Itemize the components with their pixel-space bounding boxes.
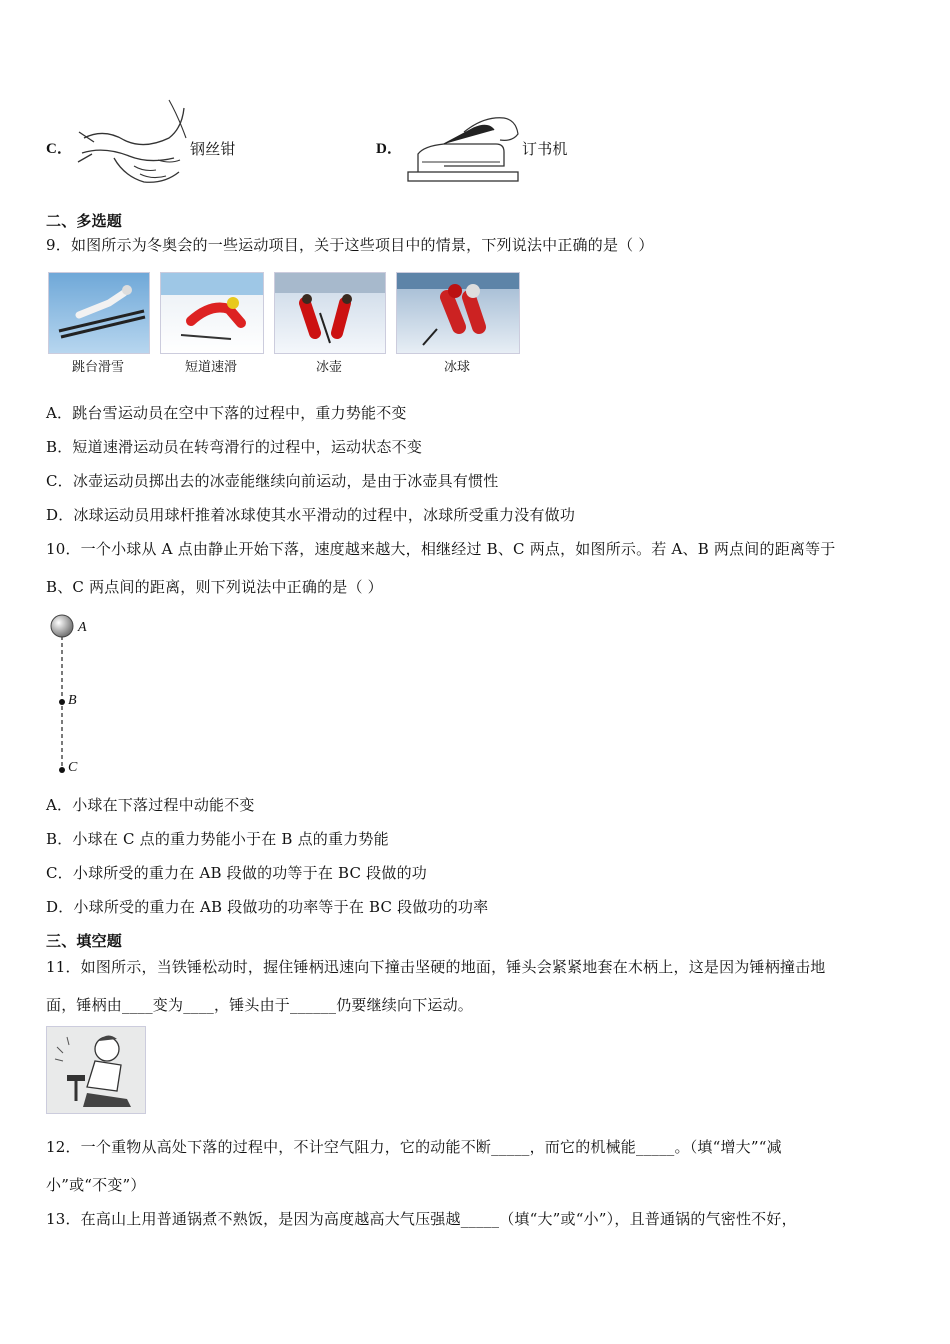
point-label-a: A (78, 620, 87, 635)
point-label-b: B (68, 693, 77, 708)
stapler-drawing (404, 104, 522, 186)
caption-ice-hockey: 冰球 (443, 360, 470, 375)
point-label-c: C (68, 760, 78, 775)
q10-option-d: D．小球所受的重力在 AB 段做功的功率等于在 BC 段做功的功率 (46, 898, 489, 916)
section-title-fill-in: 三、填空题 (46, 932, 123, 950)
option-d-label: D． (376, 141, 403, 157)
q11-stem-line1: 11．如图所示，当铁锤松动时，握住锤柄迅速向下撞击坚硬的地面，锤头会紧紧地套在木柄上，这是因为锤柄撞击地 (46, 958, 826, 976)
option-c-text: 钢丝钳 (190, 140, 236, 158)
photo-curling (274, 272, 386, 354)
q9-option-a: A．跳台雪运动员在空中下落的过程中，重力势能不变 (46, 404, 407, 422)
q13-stem-line1: 13．在高山上用普通锅煮不熟饭，是因为高度越高大气压强越_____（填“大”或“小”），且普通锅的气密性不好， (46, 1210, 797, 1228)
option-c-label: C． (46, 141, 73, 157)
hammer-illustration (46, 1026, 146, 1114)
pliers-drawing (74, 98, 190, 188)
caption-ski-jumping: 跳台滑雪 (71, 360, 124, 375)
q10-stem-line1: 10．一个小球从 A 点由静止开始下落，速度越来越大，相继经过 B、C 两点，如图所示。若 A、B 两点间的距离等于 (46, 540, 836, 558)
q10-option-c: C．小球所受的重力在 AB 段做的功等于在 BC 段做的功 (46, 864, 427, 882)
q10-option-a: A．小球在下落过程中动能不变 (46, 796, 255, 814)
section-title-multiple-choice: 二、多选题 (46, 212, 123, 230)
photo-ice-hockey (396, 272, 520, 354)
q10-option-b: B．小球在 C 点的重力势能小于在 B 点的重力势能 (46, 830, 389, 848)
q9-option-c: C．冰壶运动员掷出去的冰壶能继续向前运动，是由于冰壶具有惯性 (46, 472, 499, 490)
q10-stem-line2: B、C 两点间的距离，则下列说法中正确的是（ ） (46, 578, 383, 596)
caption-curling: 冰壶 (315, 360, 342, 375)
q12-stem-line1: 12．一个重物从高处下落的过程中，不计空气阻力，它的动能不断_____，而它的机械能_____。（填“增大”“减 (46, 1138, 782, 1156)
q9-stem: 9．如图所示为冬奥会的一些运动项目，关于这些项目中的情景，下列说法中正确的是（ ） (46, 236, 654, 254)
caption-short-track: 短道速滑 (184, 360, 237, 375)
q12-stem-line2: 小”或“不变”） (46, 1176, 146, 1194)
option-d-text: 订书机 (522, 140, 568, 158)
q9-option-b: B．短道速滑运动员在转弯滑行的过程中，运动状态不变 (46, 438, 423, 456)
q9-option-d: D．冰球运动员用球杆推着冰球使其水平滑动的过程中，冰球所受重力没有做功 (46, 506, 576, 524)
photo-ski-jumping (48, 272, 150, 354)
q11-stem-line2: 面，锤柄由____变为____，锤头由于______仍要继续向下运动。 (46, 996, 474, 1014)
photo-short-track (160, 272, 264, 354)
